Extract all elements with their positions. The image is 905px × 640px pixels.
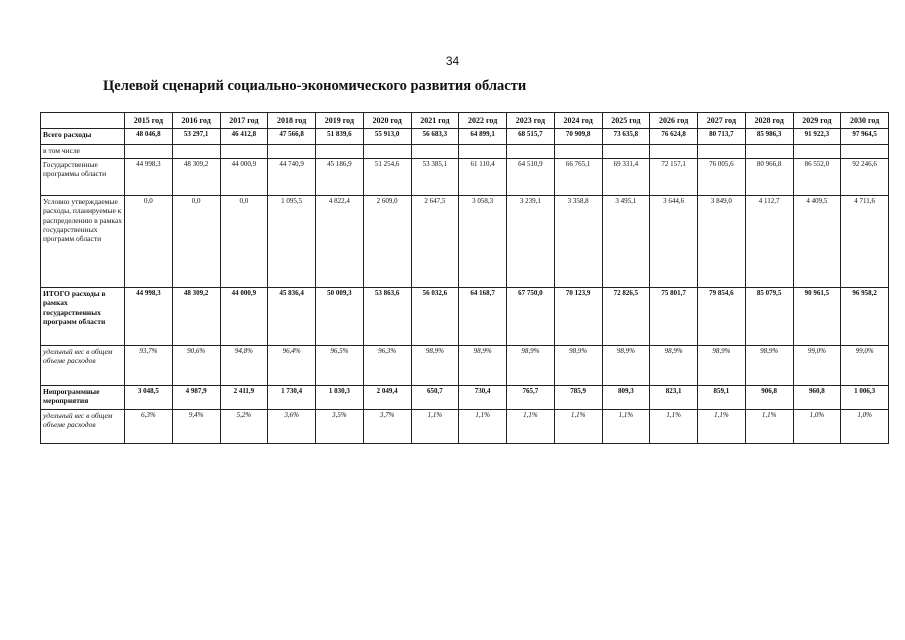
value-cell — [793, 145, 841, 159]
value-cell: 0,0 — [220, 196, 268, 288]
value-cell: 3 644,6 — [650, 196, 698, 288]
value-cell: 55 913,0 — [363, 129, 411, 145]
value-cell: 47 566,8 — [268, 129, 316, 145]
value-cell: 85 986,3 — [745, 129, 793, 145]
document-title: Целевой сценарий социально-экономического развития области — [103, 78, 527, 94]
value-cell: 68 515,7 — [507, 129, 555, 145]
value-cell: 0,0 — [172, 196, 220, 288]
value-cell: 96,4% — [268, 346, 316, 386]
value-cell: 1 830,3 — [316, 386, 364, 410]
value-cell: 1 006,3 — [841, 386, 889, 410]
value-cell: 906,8 — [745, 386, 793, 410]
value-cell: 3 239,1 — [507, 196, 555, 288]
value-cell: 6,3% — [125, 410, 173, 444]
value-cell: 3,5% — [316, 410, 364, 444]
page-number: 34 — [445, 54, 460, 68]
table-row — [41, 196, 889, 288]
value-cell: 98,9% — [650, 346, 698, 386]
value-cell: 3,7% — [363, 410, 411, 444]
value-cell: 823,1 — [650, 386, 698, 410]
value-cell: 98,9% — [698, 346, 746, 386]
row-label: в том числе — [41, 145, 125, 159]
year-header: 2030 год — [841, 113, 889, 129]
value-cell: 64 510,9 — [507, 159, 555, 196]
year-header: 2016 год — [172, 113, 220, 129]
row-label: ИТОГО расходы в рамках государственных программ области — [41, 288, 125, 346]
value-cell: 45 836,4 — [268, 288, 316, 346]
value-cell: 48 046,8 — [125, 129, 173, 145]
table-header-row — [41, 113, 889, 129]
year-header: 2028 год — [745, 113, 793, 129]
value-cell: 1,1% — [745, 410, 793, 444]
value-cell — [507, 145, 555, 159]
value-cell: 44 998,3 — [125, 288, 173, 346]
value-cell: 53 385,1 — [411, 159, 459, 196]
value-cell: 3 495,1 — [602, 196, 650, 288]
year-header: 2026 год — [650, 113, 698, 129]
value-cell: 80 713,7 — [698, 129, 746, 145]
value-cell: 64 168,7 — [459, 288, 507, 346]
table-row — [41, 386, 889, 410]
value-cell: 1,0% — [841, 410, 889, 444]
year-header: 2027 год — [698, 113, 746, 129]
row-label: Государственные программы области — [41, 159, 125, 196]
year-header: 2024 год — [554, 113, 602, 129]
value-cell: 0,0 — [125, 196, 173, 288]
value-cell: 809,3 — [602, 386, 650, 410]
value-cell: 765,7 — [507, 386, 555, 410]
value-cell: 2 049,4 — [363, 386, 411, 410]
value-cell: 44 000,9 — [220, 159, 268, 196]
value-cell — [650, 145, 698, 159]
value-cell: 72 157,1 — [650, 159, 698, 196]
value-cell: 92 246,6 — [841, 159, 889, 196]
table-row — [41, 129, 889, 145]
value-cell: 785,9 — [554, 386, 602, 410]
value-cell — [745, 145, 793, 159]
year-header: 2019 год — [316, 113, 364, 129]
value-cell: 69 331,4 — [602, 159, 650, 196]
value-cell: 98,9% — [459, 346, 507, 386]
value-cell: 61 110,4 — [459, 159, 507, 196]
table-row — [41, 145, 889, 159]
year-header: 2018 год — [268, 113, 316, 129]
value-cell — [316, 145, 364, 159]
table-row — [41, 159, 889, 196]
year-header: 2020 год — [363, 113, 411, 129]
year-header: 2025 год — [602, 113, 650, 129]
value-cell: 99,0% — [841, 346, 889, 386]
value-cell: 72 826,5 — [602, 288, 650, 346]
budget-table — [40, 112, 889, 444]
value-cell: 76 624,8 — [650, 129, 698, 145]
value-cell: 9,4% — [172, 410, 220, 444]
value-cell: 53 863,6 — [363, 288, 411, 346]
value-cell: 91 922,3 — [793, 129, 841, 145]
value-cell — [602, 145, 650, 159]
table-row — [41, 288, 889, 346]
value-cell: 51 254,6 — [363, 159, 411, 196]
value-cell: 1,1% — [459, 410, 507, 444]
value-cell: 85 079,5 — [745, 288, 793, 346]
value-cell: 97 964,5 — [841, 129, 889, 145]
value-cell: 4 112,7 — [745, 196, 793, 288]
value-cell: 96,3% — [363, 346, 411, 386]
value-cell: 96 958,2 — [841, 288, 889, 346]
value-cell: 48 309,2 — [172, 288, 220, 346]
value-cell: 2 411,9 — [220, 386, 268, 410]
value-cell: 80 966,8 — [745, 159, 793, 196]
value-cell: 98,9% — [602, 346, 650, 386]
value-cell: 3 058,3 — [459, 196, 507, 288]
value-cell: 46 412,8 — [220, 129, 268, 145]
value-cell: 90 961,5 — [793, 288, 841, 346]
value-cell: 4 987,9 — [172, 386, 220, 410]
value-cell: 48 309,2 — [172, 159, 220, 196]
value-cell: 79 854,6 — [698, 288, 746, 346]
value-cell — [411, 145, 459, 159]
value-cell — [125, 145, 173, 159]
value-cell: 96,5% — [316, 346, 364, 386]
row-label: удельный вес в общем объеме расходов — [41, 346, 125, 386]
year-header: 2017 год — [220, 113, 268, 129]
value-cell: 1,1% — [411, 410, 459, 444]
value-cell: 44 998,3 — [125, 159, 173, 196]
value-cell: 730,4 — [459, 386, 507, 410]
value-cell: 98,9% — [411, 346, 459, 386]
value-cell: 3 849,0 — [698, 196, 746, 288]
value-cell: 93,7% — [125, 346, 173, 386]
value-cell: 3 358,8 — [554, 196, 602, 288]
header-corner-cell — [41, 113, 125, 129]
value-cell — [268, 145, 316, 159]
value-cell — [459, 145, 507, 159]
value-cell: 53 297,1 — [172, 129, 220, 145]
value-cell: 45 186,9 — [316, 159, 364, 196]
value-cell: 5,2% — [220, 410, 268, 444]
value-cell — [841, 145, 889, 159]
value-cell: 98,9% — [507, 346, 555, 386]
value-cell — [220, 145, 268, 159]
value-cell: 1,1% — [554, 410, 602, 444]
value-cell: 56 683,3 — [411, 129, 459, 145]
value-cell: 1,1% — [507, 410, 555, 444]
value-cell: 4 409,5 — [793, 196, 841, 288]
value-cell: 2 647,5 — [411, 196, 459, 288]
year-header: 2015 год — [125, 113, 173, 129]
value-cell: 50 009,3 — [316, 288, 364, 346]
value-cell: 2 609,0 — [363, 196, 411, 288]
value-cell: 56 032,6 — [411, 288, 459, 346]
table-row — [41, 346, 889, 386]
value-cell: 1 095,5 — [268, 196, 316, 288]
year-header: 2021 год — [411, 113, 459, 129]
value-cell: 67 750,0 — [507, 288, 555, 346]
value-cell: 44 000,9 — [220, 288, 268, 346]
value-cell: 98,9% — [745, 346, 793, 386]
value-cell: 70 123,9 — [554, 288, 602, 346]
row-label: Всего расходы — [41, 129, 125, 145]
value-cell — [363, 145, 411, 159]
table-row — [41, 410, 889, 444]
year-header: 2023 год — [507, 113, 555, 129]
value-cell: 76 005,6 — [698, 159, 746, 196]
value-cell: 1,0% — [793, 410, 841, 444]
value-cell: 51 839,6 — [316, 129, 364, 145]
value-cell: 44 740,9 — [268, 159, 316, 196]
value-cell: 66 765,1 — [554, 159, 602, 196]
value-cell: 1,1% — [698, 410, 746, 444]
value-cell: 3,6% — [268, 410, 316, 444]
value-cell: 960,8 — [793, 386, 841, 410]
value-cell — [698, 145, 746, 159]
value-cell: 1,1% — [602, 410, 650, 444]
value-cell: 4 822,4 — [316, 196, 364, 288]
row-label: удельный вес в общем объеме расходов — [41, 410, 125, 444]
value-cell: 1,1% — [650, 410, 698, 444]
value-cell: 90,6% — [172, 346, 220, 386]
value-cell: 650,7 — [411, 386, 459, 410]
value-cell: 86 552,0 — [793, 159, 841, 196]
value-cell: 64 899,1 — [459, 129, 507, 145]
value-cell: 1 730,4 — [268, 386, 316, 410]
value-cell: 73 635,8 — [602, 129, 650, 145]
value-cell: 75 801,7 — [650, 288, 698, 346]
value-cell: 94,8% — [220, 346, 268, 386]
value-cell: 859,1 — [698, 386, 746, 410]
value-cell — [172, 145, 220, 159]
year-header: 2029 год — [793, 113, 841, 129]
year-header: 2022 год — [459, 113, 507, 129]
row-label: Условно утверждаемые расходы, планируемые к распределению в рамках государственных программ области — [41, 196, 125, 288]
value-cell: 99,0% — [793, 346, 841, 386]
value-cell: 70 909,8 — [554, 129, 602, 145]
value-cell: 3 048,5 — [125, 386, 173, 410]
value-cell: 98,9% — [554, 346, 602, 386]
value-cell — [554, 145, 602, 159]
row-label: Непрограммные мероприятия — [41, 386, 125, 410]
value-cell: 4 711,6 — [841, 196, 889, 288]
